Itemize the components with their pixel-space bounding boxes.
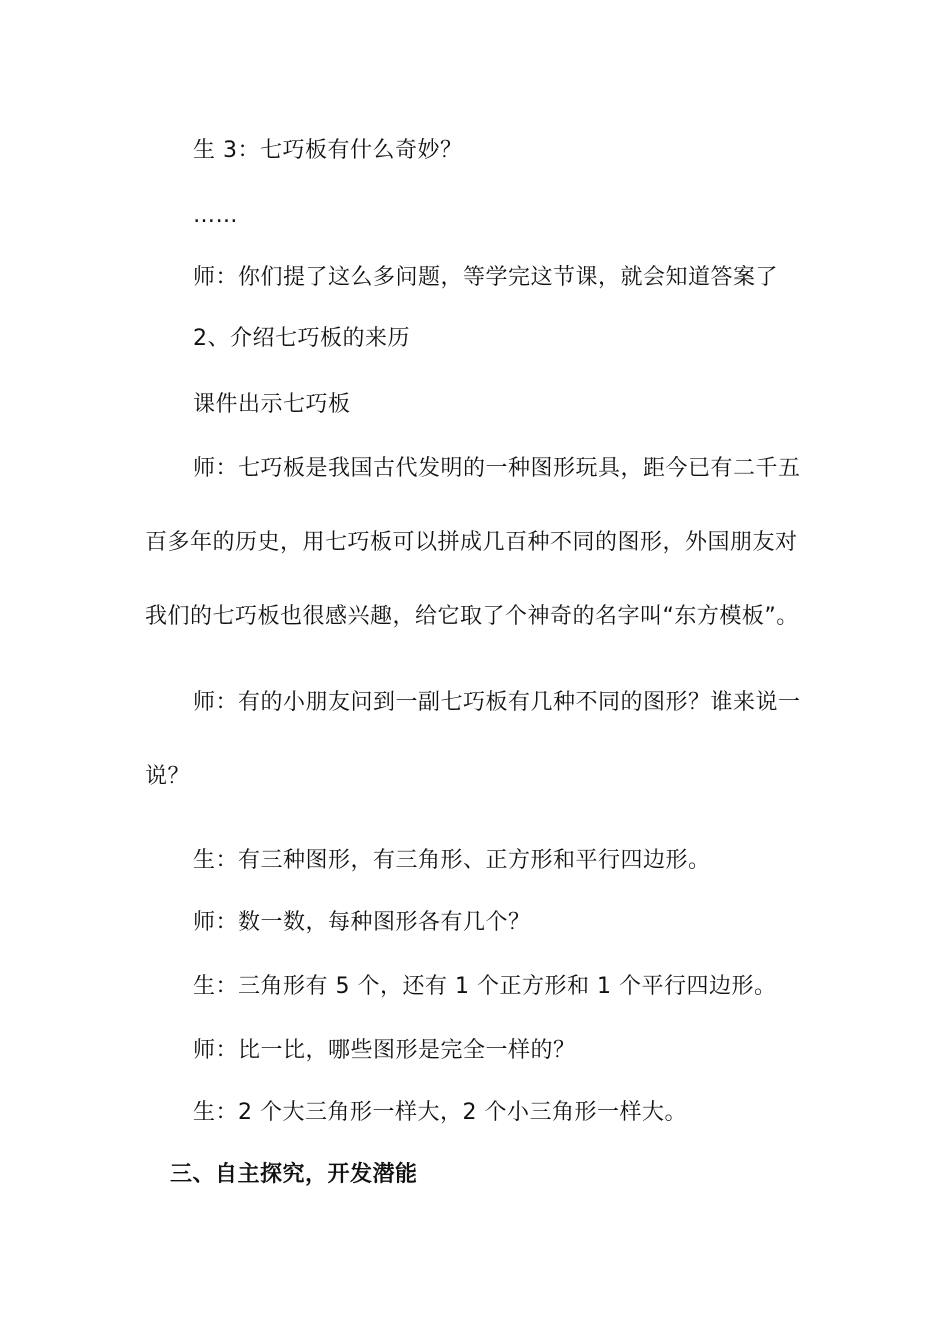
paragraph-ellipsis: …… xyxy=(193,203,238,228)
paragraph-teacher-history-line3: 我们的七巧板也很感兴趣，给它取了个神奇的名字叫“东方模板”。 xyxy=(145,604,799,629)
section-heading: 三、自主探究，开发潜能 xyxy=(170,1162,418,1187)
paragraph-student3-question: 生 3：七巧板有什么奇妙？ xyxy=(193,138,463,163)
paragraph-teacher-count: 师：数一数，每种图形各有几个？ xyxy=(193,910,531,935)
paragraph-teacher-history-line2: 百多年的历史，用七巧板可以拼成几百种不同的图形，外国朋友对 xyxy=(145,530,798,555)
paragraph-teacher-history-line1: 师：七巧板是我国古代发明的一种图形玩具，距今已有二千五 xyxy=(193,456,801,481)
paragraph-teacher-response: 师：你们提了这么多问题，等学完这节课，就会知道答案了 xyxy=(193,265,779,290)
paragraph-student-compare: 生：2 个大三角形一样大，2 个小三角形一样大。 xyxy=(193,1100,687,1125)
paragraph-teacher-question-line1: 师：有的小朋友问到一副七巧板有几种不同的图形？谁来说一 xyxy=(193,690,801,715)
paragraph-student-three-shapes: 生：有三种图形，有三角形、正方形和平行四边形。 xyxy=(193,848,711,873)
paragraph-courseware: 课件出示七巧板 xyxy=(193,392,351,417)
paragraph-teacher-compare: 师：比一比，哪些图形是完全一样的？ xyxy=(193,1038,576,1063)
paragraph-teacher-question-line2: 说？ xyxy=(145,764,191,789)
subheading-introduce-history: 2、介绍七巧板的来历 xyxy=(193,326,410,351)
paragraph-student-count: 生：三角形有 5 个，还有 1 个正方形和 1 个平行四边形。 xyxy=(193,974,777,999)
